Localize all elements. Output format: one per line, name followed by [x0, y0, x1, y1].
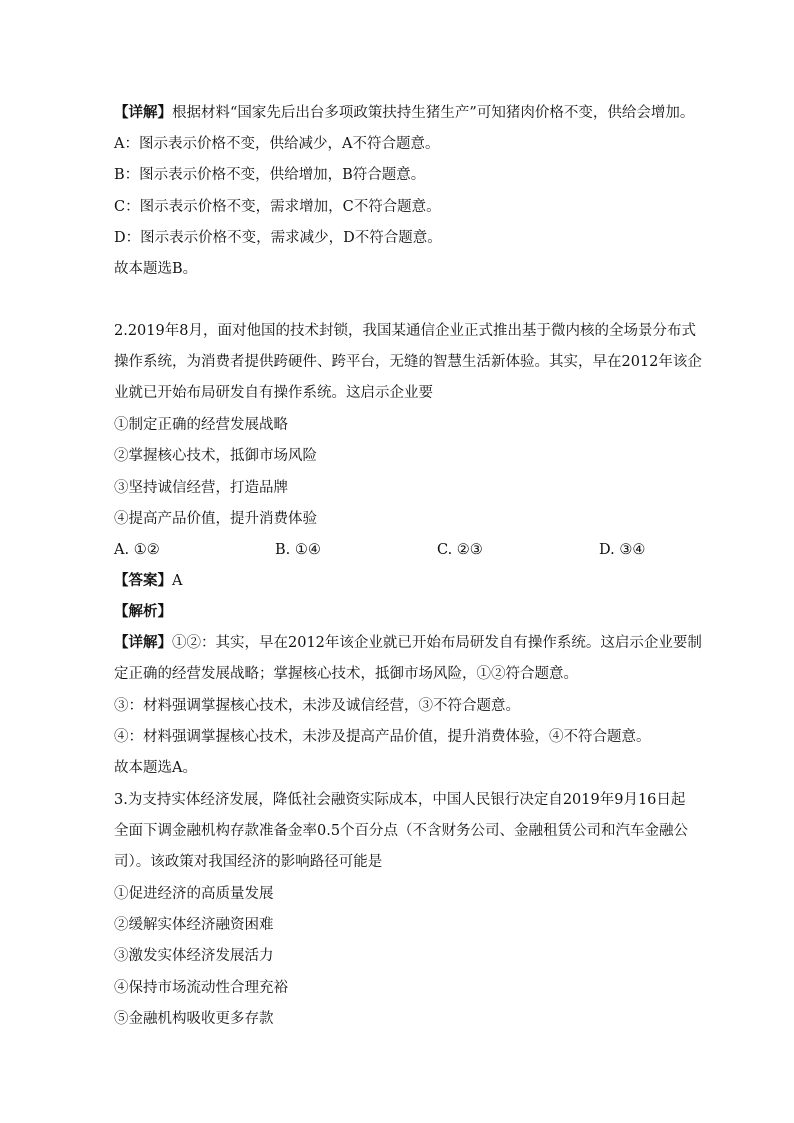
detail-text: 根据材料“国家先后出台多项政策扶持生猪生产”可知猪肉价格不变，供给会增加。	[172, 105, 695, 121]
q2-statement-3: ③坚持诚信经营，打造品牌	[114, 480, 288, 496]
q3-statement-5: ⑤金融机构吸收更多存款	[114, 1011, 274, 1027]
detail-tag: 【详解】	[114, 634, 172, 651]
detail-tag: 【详解】	[114, 104, 172, 121]
q2-detail-item-4: ④：材料强调掌握核心技术，未涉及提高产品价值，提升消费体验，④不符合题意。	[114, 729, 651, 745]
q2-detail-line-2: 定正确的经营发展战略；掌握核心技术，抵御市场风险，①②符合题意。	[114, 666, 578, 682]
answer-value: A	[172, 573, 183, 589]
q3-stem-line-3: 司）。该政策对我国经济的影响路径可能是	[114, 854, 383, 870]
q2-statement-2: ②掌握核心技术，抵御市场风险	[114, 448, 317, 464]
q2-answer	[114, 572, 684, 590]
q2-detail-item-3: ③：材料强调掌握核心技术，未涉及诚信经营，③不符合题意。	[114, 698, 520, 714]
q2-conclusion: 故本题选A。	[114, 760, 197, 776]
q2-option-c: C. ②③	[437, 542, 483, 558]
q1-item-d: D：图示表示价格不变，需求减少，D不符合题意。	[114, 230, 442, 246]
q3-statement-1: ①促进经济的高质量发展	[114, 886, 274, 902]
q2-option-d: D. ③④	[599, 542, 646, 558]
q3-stem-line-1: 3.为支持实体经济发展，降低社会融资实际成本，中国人民银行决定自2019年9月16日起	[114, 792, 686, 808]
q2-option-a: A. ①②	[114, 542, 160, 558]
q2-analysis-tag: 【解析】	[114, 603, 172, 620]
q3-statement-4: ④保持市场流动性合理充裕	[114, 980, 288, 996]
q1-conclusion: 故本题选B。	[114, 261, 198, 277]
q1-item-a: A：图示表示价格不变，供给减少，A不符合题意。	[114, 136, 440, 152]
q1-item-b: B：图示表示价格不变，供给增加，B符合题意。	[114, 167, 426, 183]
q2-option-b: B. ①④	[275, 542, 321, 558]
q2-stem-line-2: 操作系统，为消费者提供跨硬件、跨平台，无缝的智慧生活新体验。其实，早在2012年该企	[114, 354, 702, 370]
q2-detail-line-1	[114, 634, 702, 652]
q3-stem-line-2: 全面下调金融机构存款准备金率0.5个百分点（不含财务公司、金融租赁公司和汽车金融公	[114, 823, 689, 839]
q2-stem-line-3: 业就已开始布局研发自有操作系统。这启示企业要	[114, 385, 433, 401]
detail-text: ①②：其实，早在2012年该企业就已开始布局研发自有操作系统。这启示企业要制	[172, 635, 702, 651]
q1-detail	[114, 104, 695, 122]
q3-statement-3: ③激发实体经济发展活力	[114, 948, 274, 964]
q1-item-c: C：图示表示价格不变，需求增加，C不符合题意。	[114, 199, 441, 215]
q2-statement-4: ④提高产品价值，提升消费体验	[114, 511, 317, 527]
q2-stem-line-1: 2.2019年8月，面对他国的技术封锁，我国某通信企业正式推出基于微内核的全场景分布式	[114, 323, 696, 339]
q3-statement-2: ②缓解实体经济融资困难	[114, 917, 274, 933]
q2-statement-1: ①制定正确的经营发展战略	[114, 417, 288, 433]
answer-tag: 【答案】	[114, 572, 172, 589]
